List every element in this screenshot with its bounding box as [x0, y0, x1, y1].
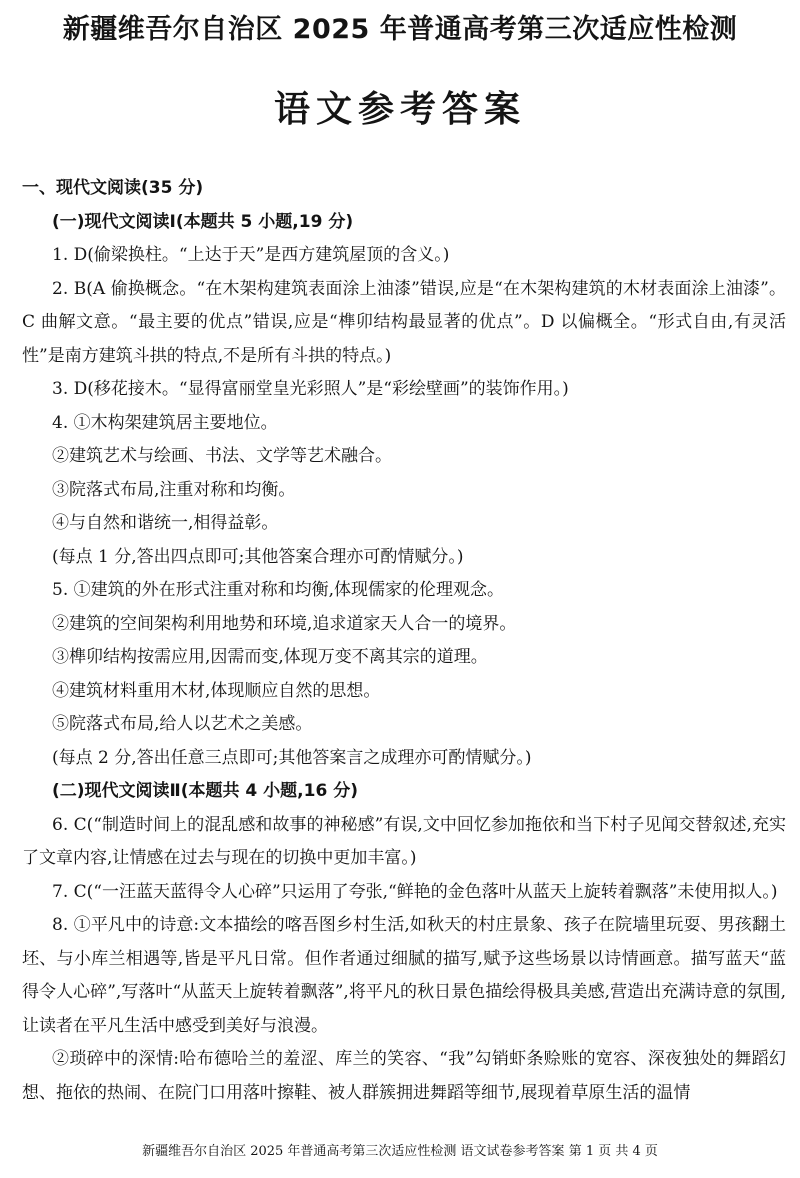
page-footer: 新疆维吾尔自治区 2025 年普通高考第三次适应性检测 语文试卷参考答案 第 1 页 共 4 页: [142, 1144, 658, 1159]
answer-point: ④与自然和谐统一,相得益彰。: [52, 513, 279, 533]
answer-item: 2. B(A 偷换概念。“在木架构建筑表面涂上油漆”错误,应是“在木架构建筑的木材表面涂上油漆”。C 曲解文意。“最主要的优点”错误,应是“榫卯结构最显著的优点”。D 以偏概全。“形式自由,有灵活性”是南方建筑斗拱的特点,不是所有斗拱的特点。): [22, 278, 786, 366]
section-heading: 一、现代文阅读(35 分): [22, 178, 204, 198]
answer-item: 5. ①建筑的外在形式注重对称和均衡,体现儒家的伦理观念。: [52, 580, 505, 600]
answer-point: ④建筑材料重用木材,体现顺应自然的思想。: [52, 680, 381, 701]
page-subtitle: 语文参考答案: [273, 89, 526, 130]
answer-point: ③榫卯结构按需应用,因需而变,体现万变不离其宗的道理。: [52, 647, 488, 667]
subsection-heading: (二)现代文阅读Ⅱ(本题共 4 小题,16 分): [52, 781, 358, 801]
answer-item: 8. ①平凡中的诗意:文本描绘的喀吾图乡村生活,如秋天的村庄景象、孩子在院墙里玩耍、男孩翻土坯、与小库兰相遇等,皆是平凡日常。但作者通过细腻的描写,赋予这些场景以诗情画意。描写蓝天“蓝得令人心碎”,写落叶“从蓝天上旋转着飘落”,将平凡的秋日景色描绘得极具美感,营造出充满诗意的氛围,让读者在平凡生活中感受到美好与浪漫。: [22, 915, 786, 1036]
scoring-note: (每点 1 分,答出四点即可;其他答案合理亦可酌情赋分。): [52, 546, 464, 567]
answer-point: ②建筑艺术与绘画、书法、文学等艺术融合。: [52, 446, 392, 466]
answer-content: [22, 172, 786, 1110]
answer-point: ②建筑的空间架构利用地势和环境,追求道家天人合一的境界。: [52, 613, 517, 634]
answer-point: ③院落式布局,注重对称和均衡。: [52, 479, 296, 500]
answer-point: ⑤院落式布局,给人以艺术之美感。: [52, 714, 313, 734]
answer-item: 7. C(“一汪蓝天蓝得令人心碎”只运用了夸张,“鲜艳的金色落叶从蓝天上旋转着飘落”未使用拟人。): [52, 881, 778, 902]
answer-item: 3. D(移花接木。“显得富丽堂皇光彩照人”是“彩绘壁画”的装饰作用。): [52, 379, 569, 399]
page-title: 新疆维吾尔自治区 2025 年普通高考第三次适应性检测: [62, 14, 738, 45]
answer-item: 1. D(偷梁换柱。“上达于天”是西方建筑屋顶的含义。): [52, 245, 450, 265]
answer-item: 6. C(“制造时间上的混乱感和故事的神秘感”有误,文中回忆参加拖依和当下村子见闻交替叙述,充实了文章内容,让情感在过去与现在的切换中更加丰富。): [22, 814, 786, 868]
subsection-heading: (一)现代文阅读Ⅰ(本题共 5 小题,19 分): [52, 211, 354, 232]
answer-point: ②琐碎中的深情:哈布德哈兰的羞涩、库兰的笑容、“我”勾销虾条赊账的宽容、深夜独处的舞蹈幻想、拖依的热闹、在院门口用落叶擦鞋、被人群簇拥进舞蹈等细节,展现着草原生活的温情: [22, 1049, 786, 1103]
scoring-note: (每点 2 分,答出任意三点即可;其他答案言之成理亦可酌情赋分。): [52, 747, 532, 768]
answer-item: 4. ①木构架建筑居主要地位。: [52, 412, 278, 433]
